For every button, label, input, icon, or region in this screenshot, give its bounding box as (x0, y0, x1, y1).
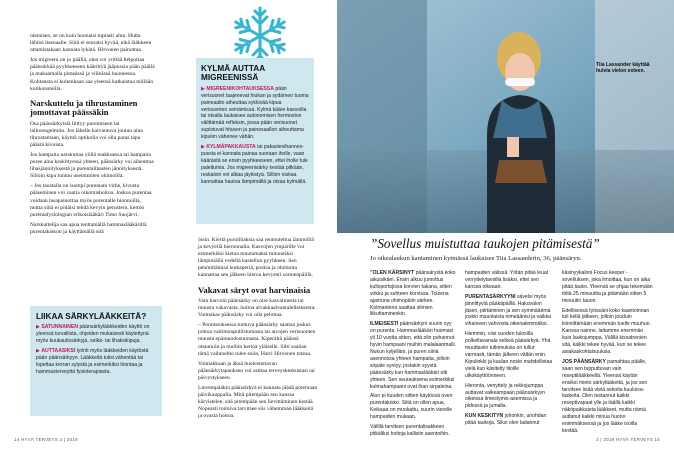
paragraph-lead: ”OLEN KÄRSINYT (370, 270, 415, 276)
sidebar-item (36, 324, 156, 345)
paragraph: Edellisessä työssäni koko kaantoinnan tuli kellä jälkeen, jolloin jouduin kiinnittämään enemmän tuelle muuhun. Kanssa nainne, laitamme enemmän kuin laukojumppa. Välillä kissatrenien sitä, kaikki tekee hyvää, kun se tekee asiakaskohtaisuuksia. (562, 307, 651, 355)
paragraph-lead: KUN KESKITYN (465, 413, 504, 420)
arrow-icon: ▶ (36, 348, 40, 355)
sidebar-title: LIIKAA SÄRKYLÄÄKKEITÄ? (36, 312, 147, 321)
sidebar-item-lead: AUTTAASIKSI (41, 348, 76, 355)
page-folio: 14 HYVÄ TERVEYS 2 | 2019 (14, 437, 78, 442)
paragraph: hampaiden välissä. Yritän pitää leuat verryttelytavoilla lisäksi, ettei sen kanssa oikeaan. (465, 270, 549, 290)
paragraph-lead: ILMEISESTI (370, 321, 399, 328)
right-column-2 (465, 270, 555, 430)
sidebar-item-text: päänsärkylääkkeiden käyttö on yleensä turvallista, ohjeiden mukaisesti käytettynä myös kuukautissärkyjä, selkä- tai lihaksikipuja. (36, 324, 150, 345)
paragraph (465, 294, 555, 329)
arrow-icon: ▶ (201, 85, 205, 92)
paragraph: Lievempääkin päänsärkyä ei kannata jäädä potemaan päivikauppalla. Mitä pitempään sen kanssa kärvistelee, sitä pitempään sen lievittäminen kestää. Nopeasti toimiva tarvitsee siis vähemmän lääkkeitä ja ovasta hoitoa. (198, 385, 318, 420)
portrait-photo (337, 0, 674, 233)
paragraph: käsinyykaloni Focus keeper -sovelluksen, joka ilmoittaa, kun on aika pitää tauko. Yleensä se ohjaa tekemään töitä 25 minuuttia ja pitämään sitten 5 minuutin tauon. (562, 270, 653, 304)
paragraph: – Jos taustalla on isompi purennan virhe, kivusta pääseminen voi vaatia oikomishoitoa. Joskus purentaa voidaan tasapainottaa myös purentalle hionnoilla, mutta siitä ei pidäisi tehdä kevyin perustein, kertoo purentafysiologian erikoislääkäri Timo Suojärvi. (30, 183, 152, 218)
right-column-1 (370, 270, 458, 441)
paragraph-text: päänsärystä koko aikuisikäni. Ensin alkuu jumottus kulloportojissa korvien takana, sitten virkku ja suhteen korvissa. Toisena ajamuna ohimopäiin särkee. Kolmantena saattaa silmien liikuttaminenkin. (370, 270, 456, 318)
paragraph (465, 413, 555, 427)
paragraph: Välillä tarvitsen purentalisakkeen pitkäliksi hoitoja kallisiin asentoihin. (370, 424, 450, 437)
paragraph (370, 321, 458, 390)
kicker-title: KYLMÄ AUTTAA MIGREENISSÄ (201, 64, 265, 83)
paragraph: Hiemmin, viisi vuoden tulosilla polkeltavanala selkeä pääsärkyä. Yhä muuttaviin tutkimuksia on tullut varmasti, tämän jälkeen vältän enin. Kipulinkki ja kaulan nosto mahdollistaa vielä kun käsitelty tiloille ulkokäyttöönneen. (465, 331, 553, 379)
section-heading: Narskuttelu ja tihrustaminen jomottavat päässäkin (30, 97, 138, 118)
paragraph: öisin. Kiertä purulihaksia saa rentoutettua lämmöllä ja kevyellä hieronnalla. Kasvojen ympärille voi esimerkiksi kietoa muutamaksi minuutiksi lämpimällä vedellä kastellun pyyhkeen. Sen pehmittämisä leukaperiä, poskia ja ohimoita kannattaa sen jälkeen hieroa kevyesti sormenpäillä. (198, 237, 314, 279)
paragraph (370, 270, 458, 318)
paragraph-text: sävelsi myös jännittyviä pääkäpäillä. Hakuvalon jäsen, piirtäminen ja sen symmäärimä joskin muunlaista nimeäänisi ja vaikka vihaineen vahvosta oikenalemmäksi. (465, 293, 552, 328)
paragraph (562, 359, 654, 435)
photo-caption: Tiia Lassander käyttää huivia vielon esteen. (596, 62, 650, 75)
sidebar-item (36, 348, 156, 376)
paragraph: Jos migreeni on jo päällä, olea voi yrittää helpottaa päänsärkää pyyhkeeseen käärittyä jääpussia pään päällä ja makaamalla pimeässä ja viileässä huoneessa. Kohtausta ei kuitenkaan saa yleensä katkaistua millään kotikonsteilla. (30, 57, 155, 92)
paragraph-text: päänsärkyni suurin syy on purenta. Hammaslääkäri huomasi yli 10 vuotta sitten, että olin puhannut hyvin hampaani muihin malalaanmalli. Nukun kyljelläni, ja puren siinä asennossa yhteen hampaita, jolloin sirpale syntyy, jostakin syystä päänsärky kun hammaslääkäri otti yhteen. Sen seurauksena esimerkiksi kulmahampaani ovat ihan sirpaleina. (370, 321, 457, 390)
paragraph: Voimakkaan ja äkeä huolestuttavan päänsärkytapauksen voi saittaa terveyskeskustasi tai päivystykseen. (198, 360, 315, 381)
paragraph: Jos hampaita narskuttaa yöllä makkuessa tai hampaita puree aina keskittyessä yhteen, päänsärky voi aiheuttua lihasjännityksestä ja purentalihasten jännityksestä. Silloin kipu tuntuu useimmiten ohimoilla. (30, 151, 154, 180)
sidebar-item-text: lyönti myös lääkkeiden käytöstä pään päänsärkyyn. Lääkkeitä tulisi vähentää tai lopettaa kerran sylystä ja esimerkiksi hiontaa ja hammasterveyttä fysioterapiasta. (36, 348, 149, 375)
paragraph: Osa päänsärkyistä liittyy puremiseen tai tailtoongelmiin. Jos lähelle kaivautuva joutuu aina tihrustamaan, käyntä optikolla voi olla paras tapa päästä kivuista. (30, 120, 143, 148)
right-column-3 (562, 270, 654, 438)
kicker-item-text: pään verisuonet laajenevat hiukan ja sydämen tuoma paineaalto aiheuttaa sykkivää kipua verisuonten seinämissä. Kylmä kääre kasvoilla tai otsalla laukaisee autonomisen hermoston välittämää refleksin, jossa pään verisuonet supistuvat hitusen ja painesaallon aiheuttama kipukin vähenee vähän. (201, 85, 309, 141)
pull-quote: ”Sovellus muistuttaa taukojen pitämisestä” (370, 236, 600, 251)
paragraph: Hieronta, venyttely ja rekkojumppa auttavat vaikeampaan päänsärkyyn oikeissa ilmestymis-asemissa ja pidossä ja jumalla. (465, 382, 546, 410)
kicker-item-lead: MIGREENIKOHTAUKSESSA (206, 85, 274, 92)
right-page (337, 0, 674, 450)
kicker-box (196, 58, 314, 224)
section-heading: Vakavat säryt ovat harvinaisia (198, 284, 311, 295)
kicker-item-text: tai pakastevihannespussia ei kannata painaa suoraan iholle, vaan käärästä se ensin pyyhkeeseen, ettei iholle tule paleltumia. Jos migreenisärky kestää pitkään, reskaloin voi alkaa jäykistyä. Silloin niskaa kannattaa hautoa lämpimällä ja otsaa kylmällä. (201, 144, 308, 185)
left-column-1 (30, 33, 155, 239)
kicker-item (201, 86, 309, 141)
sidebar-item-lead: SATUNNAINEN (41, 324, 79, 331)
paragraph-text: pamahtaa päälle, saan sen tupputtuvan vain reseptilääkkeellä. Yleensä käytän ensiksi mieto särkylääkettä, ja jos sen tarvitsee lisää vielä sekoita kuuluisa-laskeita. Olen testannut kaikki reseptivapaat ylle ja täällä kaikki näköpaikkaista lääkkeet, mutta nämä auttanut kaikki minua huono enimmäksessä ja jos lääke isoilla kestää. (562, 358, 648, 434)
paragraph: olemisen, se on kuin huonaisi tuplasti alun. Hutta lähtisi lisenaalle. Siitä ei seuraisi hyvää, eikä lääkkeen ottamistakaan kannata lykätä. Hirvonen painottaa. (30, 33, 152, 54)
article-lead: Jo oikealaukun kantaminen kytmässä laukaisee Tiia Lassanderin, 36, päänsäryn. (370, 255, 582, 262)
paragraph: Vain harvoin päänsärky on oire kasvaimesta tai muusta vakavasta, hoitoa alvakkaalvantalelleiksesta. Voimakas päänsärky voi olla pelottaa. (198, 297, 316, 319)
sidebar-box (30, 306, 162, 416)
paragraph-lead: JOS PÄÄNSÄRKY (562, 358, 606, 365)
left-column-2 (198, 237, 318, 423)
paragraph-lead: PURENTASÄRKYYNI (465, 293, 516, 300)
arrow-icon: ▶ (36, 324, 40, 331)
paragraph: Narskuttelija saa apua tenttamällä hammaslääkäriltä purentakiskon ja käyttämällä sitä (30, 221, 147, 235)
page-folio: 2 | 2019 HYVÄ TERVEYS 15 (596, 437, 660, 442)
paragraph: Alun pi kuuden siitten käytössä oven purentakisko. Siitä on ollen apua, Keikaaa on muokattu, suurin vierelle hampaiden mukaan. (370, 393, 453, 421)
arrow-icon: ▶ (201, 144, 205, 151)
kicker-item-lead: KYLMÄPAKKAUSTA (206, 144, 256, 151)
paragraph: – Ponnistuksessa tuntuva päänsärky saattaa joskus johtua valtimonpullistumasta tai aivojen verisuonten muusta epämuodostumasta. Kiperältä päänsä ottaumiin ja muihin kertoa yläiselle. Silti saalian tämä vaihtoehto tulee esiin, Harri Hirvonen toteaa. (198, 322, 316, 357)
kicker-item (201, 144, 309, 185)
paragraph-text: johonkin, unohdan pitää taukoja. Siksi olen ladannut (465, 413, 547, 427)
